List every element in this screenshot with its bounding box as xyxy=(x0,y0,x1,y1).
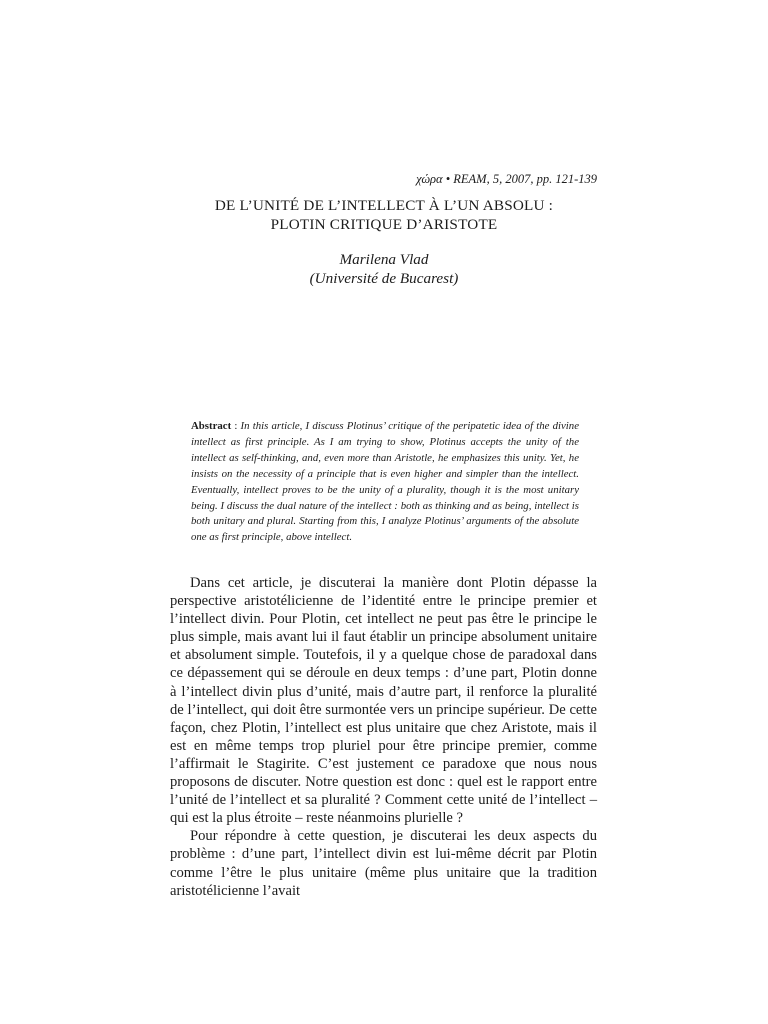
author-name: Marilena Vlad xyxy=(339,251,429,268)
abstract-label: Abstract xyxy=(191,420,232,432)
author-block xyxy=(170,250,598,288)
paper-title xyxy=(170,196,598,234)
title-line-2: PLOTIN CRITIQUE D’ARISTOTE xyxy=(270,216,498,233)
body-paragraph-2: Pour répondre à cette question, je discuterai les deux aspects du problème : d’une part, l’intellect divin est lui-même décrit par Plotin comme l’être le plus unitaire (même plus unitaire que la tradition aristotélicienne l’avait xyxy=(170,828,597,899)
abstract-text: In this article, I discuss Plotinus’ critique of the peripatetic idea of the divine intellect as first principle. As I am trying to show, Plotinus accepts the unity of the intellect as self-thinking, and, even more than Aristotle, he emphasizes this unity. Yet, he insists on the necessity of a principle that is even higher and simpler than the intellect. Eventually, intellect proves to be the unity of a plurality, though it is the most unitary being. I discuss the dual nature of the intellect : both as thinking and as being, intellect is both unitary and plural. Starting from this, I analyze Plotinus’ arguments of the absolute one as first principle, above intellect. xyxy=(191,420,579,544)
journal-citation: REAM, 5, 2007, pp. 121-139 xyxy=(453,172,597,186)
body-text xyxy=(170,574,597,900)
journal-reference xyxy=(416,172,597,187)
abstract-colon: : xyxy=(231,420,241,432)
body-paragraph-1: Dans cet article, je discuterai la manière dont Plotin dépasse la perspective aristotélicienne de l’identité entre le principe premier et l’intellect divin. Pour Plotin, cet intellect ne peut pas être le principe le plus simple, mais avant lui il faut établir un principe absolument unitaire et absolument simple. Toutefois, il y a quelque chose de paradoxal dans ce dépassement qui se déroule en deux temps : d’une part, Plotin donne à l’intellect divin plus d’unité, mais d’autre part, il renforce la pluralité de l’intellect, qui doit être surmontée vers un principe supérieur. De cette façon, chez Plotin, l’intellect est plus unitaire que chez Aristote, mais il est en même temps trop pluriel pour être principe premier, comme l’affirmait le Stagirite. C’est justement ce paradoxe que nous nous proposons de discuter. Notre question est donc : quel est le rapport entre l’unité de l’intellect et sa pluralité ? Comment cette unité de l’intellect – qui est la plus étroite – reste néanmoins plurielle ? xyxy=(170,575,597,827)
journal-greek-name: χώρα xyxy=(416,172,443,186)
journal-separator: • xyxy=(442,172,454,186)
author-affiliation: (Université de Bucarest) xyxy=(309,270,459,287)
title-line-1: DE L’UNITÉ DE L’INTELLECT À L’UN ABSOLU : xyxy=(214,197,554,214)
abstract xyxy=(191,419,579,546)
